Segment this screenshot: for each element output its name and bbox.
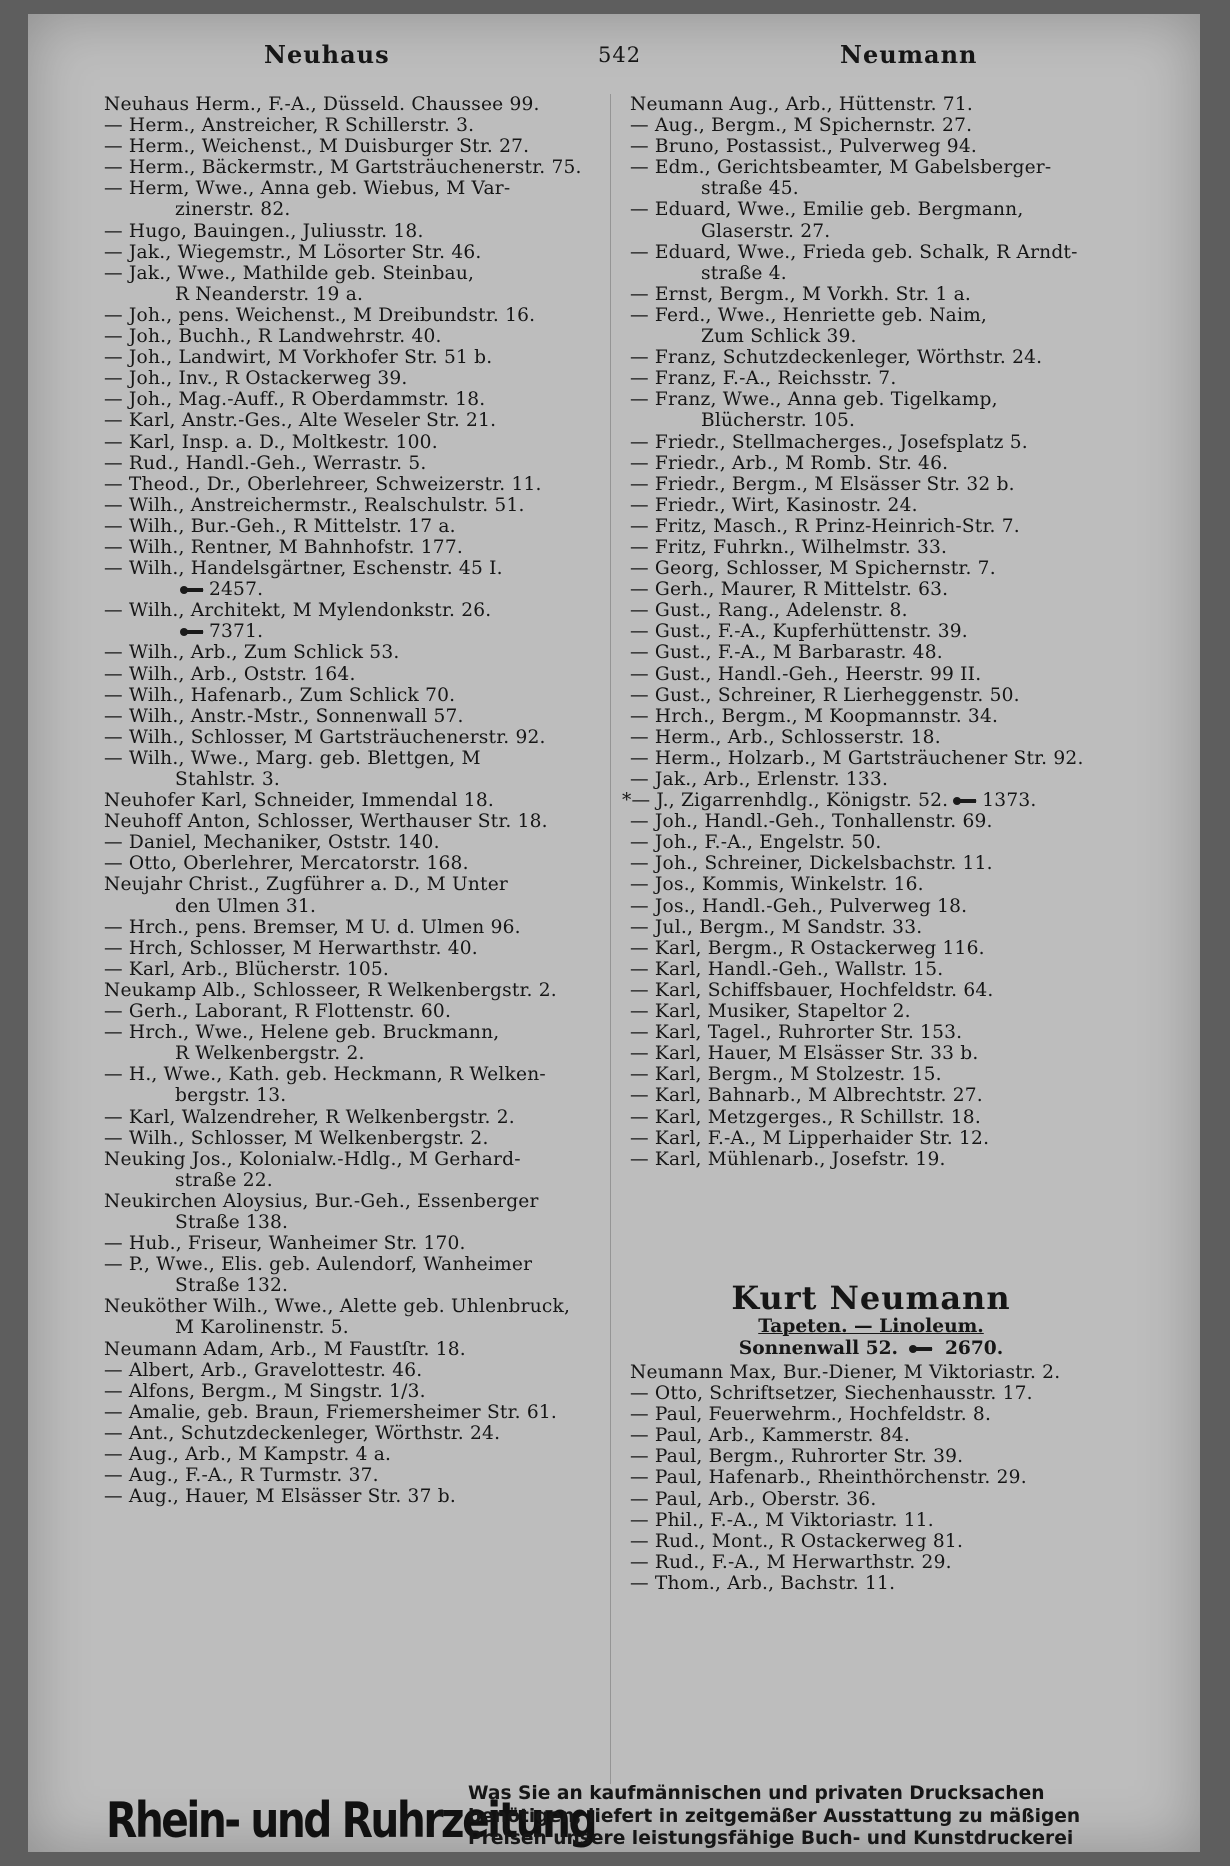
directory-entry: Neukirchen Aloysius, Bur.-Geh., Essenberger <box>104 1190 539 1212</box>
directory-entry: den Ulmen 31. <box>175 895 317 917</box>
directory-entry: — Alfons, Bergm., M Singstr. 1/3. <box>104 1380 426 1402</box>
directory-entry: — Franz, F.-A., Reichsstr. 7. <box>630 368 897 390</box>
directory-entry: — Friedr., Wirt, Kasinostr. 24. <box>630 494 918 516</box>
directory-entry: — Ant., Schutzdeckenleger, Wörthstr. 24. <box>104 1422 501 1444</box>
directory-entry: — Friedr., Stellmacherges., Josefsplatz 5. <box>630 431 1028 453</box>
directory-entry: — Jak., Wwe., Mathilde geb. Steinbau, <box>104 262 475 284</box>
directory-entry: — Aug., Bergm., M Spichernstr. 27. <box>630 115 973 137</box>
directory-entry: — Karl, Tagel., Ruhrorter Str. 153. <box>630 1022 963 1044</box>
directory-entry: — Joh., Handl.-Geh., Tonhallenstr. 69. <box>630 811 993 833</box>
directory-entry: — Karl, Insp. a. D., Moltkestr. 100. <box>104 431 438 453</box>
directory-entry: straße 4. <box>701 262 787 284</box>
directory-entry <box>622 790 1190 811</box>
directory-entry: — Hrch., Wwe., Helene geb. Bruckmann, <box>104 1022 500 1044</box>
directory-entry: — Ernst, Bergm., M Vorkh. Str. 1 a. <box>630 283 972 305</box>
directory-entry: — Franz, Schutzdeckenleger, Wörthstr. 24. <box>630 347 1043 369</box>
directory-entry: — Karl, Walzendreher, R Welkenbergstr. 2. <box>104 1106 515 1128</box>
directory-entry: — Friedr., Bergm., M Elsässer Str. 32 b. <box>630 473 1015 495</box>
directory-entry: Neumann Max, Bur.-Diener, M Viktoriastr. 2. <box>630 1362 1061 1383</box>
ad-address: Sonnenwall 52. <box>738 1338 898 1359</box>
left-column <box>104 94 604 1507</box>
directory-entry: straße 22. <box>175 1169 273 1191</box>
directory-entry: — Herm, Wwe., Anna geb. Wiebus, M Var- <box>104 178 511 200</box>
directory-entry: — Fritz, Masch., R Prinz-Heinrich-Str. 7. <box>630 515 1020 537</box>
directory-entry: — Rud., Mont., R Ostackerweg 81. <box>630 1530 964 1552</box>
directory-entry: — Jos., Kommis, Winkelstr. 16. <box>630 874 924 896</box>
directory-entry: Straße 132. <box>175 1275 289 1297</box>
directory-entry: — Gerh., Laborant, R Flottenstr. 60. <box>104 1001 452 1023</box>
directory-entry: zinerstr. 82. <box>175 199 291 221</box>
right-column <box>622 94 1190 1170</box>
directory-entry: — Karl, F.-A., M Lipperhaider Str. 12. <box>630 1127 990 1149</box>
directory-entry: R Neanderstr. 19 a. <box>175 283 364 305</box>
advertisement <box>636 1280 1106 1360</box>
directory-entry: — Paul, Arb., Kammerstr. 84. <box>630 1425 910 1447</box>
page-number: 542 <box>598 43 642 67</box>
directory-entry: — Franz, Wwe., Anna geb. Tigelkamp, <box>630 389 998 411</box>
directory-entry: — Karl, Bergm., M Stolzestr. 15. <box>630 1064 942 1086</box>
directory-entry: Glaserstr. 27. <box>701 220 831 242</box>
banner-newspaper-title: Rhein- und Ruhrzeitung <box>106 1792 596 1849</box>
directory-entry: — Hrch., pens. Bremser, M U. d. Ulmen 96. <box>104 916 521 938</box>
ad-phone: 2670. <box>944 1338 1004 1359</box>
directory-entry: — Karl, Handl.-Geh., Wallstr. 15. <box>630 958 944 980</box>
directory-entry: Neumann Adam, Arb., M Faustſtr. 18. <box>104 1338 466 1360</box>
directory-entry: — Karl, Hauer, M Elsässer Str. 33 b. <box>630 1043 979 1065</box>
directory-entry: — Karl, Schiffsbauer, Hochfeldstr. 64. <box>630 979 994 1001</box>
directory-page <box>28 14 1200 1852</box>
directory-entry: — Joh., Landwirt, M Vorkhofer Str. 51 b. <box>104 347 493 369</box>
directory-entry: bergstr. 13. <box>175 1085 287 1107</box>
directory-entry: — Daniel, Mechaniker, Oststr. 140. <box>104 832 440 854</box>
directory-entry: — Gust., Handl.-Geh., Heerstr. 99 II. <box>630 663 982 685</box>
directory-entry: — Rud., F.-A., M Herwarthstr. 29. <box>630 1551 952 1573</box>
ad-name: Kurt Neumann <box>731 1279 1011 1317</box>
directory-entry: — Wilh., Wwe., Marg. geb. Blettgen, M <box>104 747 481 769</box>
directory-entry: — Joh., Mag.-Auff., R Oberdammstr. 18. <box>104 389 486 411</box>
directory-entry: — Theod., Dr., Oberlehreer, Schweizerstr. 11. <box>104 473 542 495</box>
directory-entry: — Herm., Anstreicher, R Schillerstr. 3. <box>104 115 475 137</box>
banner-line: Was Sie an kaufmännischen und privaten Drucksachen <box>468 1782 1045 1804</box>
directory-entry: Neumann Aug., Arb., Hüttenstr. 71. <box>630 94 973 115</box>
directory-entry: — Wilh., Arb., Oststr. 164. <box>104 663 356 685</box>
directory-entry: — Wilh., Rentner, M Bahnhofstr. 177. <box>104 536 463 558</box>
directory-entry: — Georg, Schlosser, M Spichernstr. 7. <box>630 558 996 580</box>
directory-entry: — Gust., F.-A., Kupferhüttenstr. 39. <box>630 621 968 643</box>
directory-entry: Zum Schlick 39. <box>701 326 857 348</box>
directory-entry: Neuhoff Anton, Schlosser, Werthauser Str. 18. <box>104 811 548 833</box>
directory-entry: — Wilh., Handelsgärtner, Eschenstr. 45 I. <box>104 558 503 580</box>
banner-line: Preisen unsere leistungsfähige Buch- und Kunstdruckerei <box>468 1827 1074 1849</box>
directory-entry <box>104 621 604 642</box>
directory-entry: — Herm., Bäckermstr., M Gartsträuchenerstr. 75. <box>104 157 582 179</box>
telephone-icon <box>179 585 205 595</box>
telephone-icon <box>179 627 205 637</box>
directory-entry: — Karl, Musiker, Stapeltor 2. <box>630 1001 911 1023</box>
phone-number: 2457. <box>209 579 264 601</box>
directory-entry: — Paul, Feuerwehrm., Hochfeldstr. 8. <box>630 1404 992 1426</box>
directory-entry: — Wilh., Architekt, M Mylendonkstr. 26. <box>104 600 492 622</box>
directory-entry: — Fritz, Fuhrkn., Wilhelmstr. 33. <box>630 536 948 558</box>
directory-entry: — Karl, Mühlenarb., Josefstr. 19. <box>630 1148 946 1170</box>
directory-entry: Neuking Jos., Kolonialw.-Hdlg., M Gerhard- <box>104 1148 521 1170</box>
directory-entry <box>104 579 604 600</box>
directory-entry: straße 45. <box>701 178 799 200</box>
directory-entry: — Otto, Oberlehrer, Mercatorstr. 168. <box>104 853 469 875</box>
banner-line: benötigen, liefert in zeitgemäßer Ausstattung zu mäßigen <box>468 1804 1081 1827</box>
directory-entry: — Paul, Hafenarb., Rheinthörchenstr. 29. <box>630 1467 1027 1489</box>
ad-products: Tapeten. — Linoleum. <box>758 1316 984 1337</box>
directory-entry: Neuhofer Karl, Schneider, Immendal 18. <box>104 790 494 812</box>
right-column-lower <box>630 1362 1190 1594</box>
directory-entry: — Phil., F.-A., M Viktoriastr. 11. <box>630 1509 934 1531</box>
entry-text: *— J., Zigarrenhdlg., Königstr. 52. <box>622 790 949 812</box>
directory-entry: — Karl, Arb., Blücherstr. 105. <box>104 958 390 980</box>
directory-entry: — Karl, Metzgerges., R Schillstr. 18. <box>630 1106 981 1128</box>
directory-entry: — Hugo, Bauingen., Juliusstr. 18. <box>104 220 424 242</box>
directory-entry: — Jul., Bergm., M Sandstr. 33. <box>630 916 923 938</box>
directory-entry: — Herm., Weichenst., M Duisburger Str. 27. <box>104 136 530 158</box>
directory-entry: — H., Wwe., Kath. geb. Heckmann, R Welken- <box>104 1064 546 1086</box>
directory-entry: Stahlstr. 3. <box>175 769 281 790</box>
directory-entry: — Joh., Inv., R Ostackerweg 39. <box>104 368 408 390</box>
directory-entry: Neuköther Wilh., Wwe., Alette geb. Uhlenbruck, <box>104 1296 571 1318</box>
directory-entry: — Karl, Bahnarb., M Albrechtstr. 27. <box>630 1085 983 1107</box>
telephone-icon <box>908 1344 934 1354</box>
directory-entry: — Karl, Bergm., R Ostackerweg 116. <box>630 937 985 959</box>
directory-entry: — Eduard, Wwe., Emilie geb. Bergmann, <box>630 199 1024 221</box>
directory-entry: Straße 138. <box>175 1211 289 1233</box>
directory-entry: — Paul, Arb., Oberstr. 36. <box>630 1488 877 1510</box>
directory-entry: — Ferd., Wwe., Henriette geb. Naim, <box>630 304 988 326</box>
directory-entry: — Wilh., Arb., Zum Schlick 53. <box>104 642 400 664</box>
column-divider <box>610 94 611 1784</box>
directory-entry: — Amalie, geb. Braun, Friemersheimer Str. 61. <box>104 1401 558 1423</box>
directory-entry: — Wilh., Hafenarb., Zum Schlick 70. <box>104 684 456 706</box>
directory-entry: — Edm., Gerichtsbeamter, M Gabelsberger- <box>630 157 1052 179</box>
directory-entry: — Rud., Handl.-Geh., Werrastr. 5. <box>104 452 427 474</box>
directory-entry: Blücherstr. 105. <box>701 410 856 432</box>
directory-entry: — Jak., Wiegemstr., M Lösorter Str. 46. <box>104 241 482 263</box>
directory-entry: — Karl, Anstr.-Ges., Alte Weseler Str. 21. <box>104 410 497 432</box>
directory-entry: — Hub., Friseur, Wanheimer Str. 170. <box>104 1233 466 1255</box>
directory-entry: — Eduard, Wwe., Frieda geb. Schalk, R Arndt- <box>630 241 1078 263</box>
directory-entry: — Wilh., Schlosser, M Gartsträuchenerstr. 92. <box>104 726 546 748</box>
directory-entry: — Joh., Schreiner, Dickelsbachstr. 11. <box>630 853 993 875</box>
directory-entry: Neujahr Christ., Zugführer a. D., M Unter <box>104 874 509 896</box>
directory-entry: — Thom., Arb., Bachstr. 11. <box>630 1572 896 1594</box>
directory-entry: Neuhaus Herm., F.-A., Düsseld. Chaussee 99. <box>104 94 540 115</box>
directory-entry: M Karolinenstr. 5. <box>175 1317 349 1339</box>
telephone-icon <box>952 796 978 806</box>
directory-entry: — Gust., Rang., Adelenstr. 8. <box>630 600 908 622</box>
directory-entry: — Joh., pens. Weichenst., M Dreibundstr. 16. <box>104 304 536 326</box>
directory-entry: — P., Wwe., Elis. geb. Aulendorf, Wanheimer <box>104 1254 533 1276</box>
directory-entry: — Aug., F.-A., R Turmstr. 37. <box>104 1465 379 1487</box>
directory-entry: — Herm., Arb., Schlosserstr. 18. <box>630 726 941 748</box>
phone-number: 7371. <box>209 621 264 643</box>
directory-entry: R Welkenbergstr. 2. <box>175 1043 365 1065</box>
directory-entry: — Wilh., Bur.-Geh., R Mittelstr. 17 a. <box>104 515 456 537</box>
banner-text <box>468 1782 1168 1850</box>
directory-entry: — Joh., Buchh., R Landwehrstr. 40. <box>104 326 442 348</box>
header-left: Neuhaus <box>264 40 390 69</box>
directory-entry: — Joh., F.-A., Engelstr. 50. <box>630 832 882 854</box>
directory-entry: — Paul, Bergm., Ruhrorter Str. 39. <box>630 1446 964 1468</box>
directory-entry: — Bruno, Postassist., Pulverweg 94. <box>630 136 977 158</box>
directory-entry: — Jak., Arb., Erlenstr. 133. <box>630 769 889 790</box>
directory-entry: — Otto, Schriftsetzer, Siechenhausstr. 17. <box>630 1383 1033 1405</box>
ad-address-line <box>636 1338 1106 1360</box>
phone-number: 1373. <box>982 790 1037 812</box>
directory-entry: — Gust., Schreiner, R Lierheggenstr. 50. <box>630 684 1020 706</box>
directory-entry: — Hrch, Schlosser, M Herwarthstr. 40. <box>104 937 478 959</box>
directory-entry: — Aug., Arb., M Kampstr. 4 a. <box>104 1444 392 1465</box>
directory-entry: — Herm., Holzarb., M Gartsträuchener Str. 92. <box>630 747 1084 769</box>
directory-entry: — Gust., F.-A., M Barbarastr. 48. <box>630 642 943 664</box>
directory-entry: — Wilh., Anstreichermstr., Realschulstr. 51. <box>104 494 525 516</box>
directory-entry: — Friedr., Arb., M Romb. Str. 46. <box>630 452 949 474</box>
directory-entry: — Aug., Hauer, M Elsässer Str. 37 b. <box>104 1486 456 1508</box>
directory-entry: — Gerh., Maurer, R Mittelstr. 63. <box>630 579 949 601</box>
header-right: Neumann <box>840 40 978 69</box>
directory-entry: — Wilh., Anstr.-Mstr., Sonnenwall 57. <box>104 705 464 727</box>
directory-entry: — Wilh., Schlosser, M Welkenbergstr. 2. <box>104 1127 489 1149</box>
directory-entry: — Hrch., Bergm., M Koopmannstr. 34. <box>630 705 999 727</box>
directory-entry: — Albert, Arb., Gravelottestr. 46. <box>104 1359 423 1381</box>
directory-entry: — Jos., Handl.-Geh., Pulverweg 18. <box>630 895 968 917</box>
directory-entry: Neukamp Alb., Schlosseer, R Welkenbergstr. 2. <box>104 979 557 1001</box>
